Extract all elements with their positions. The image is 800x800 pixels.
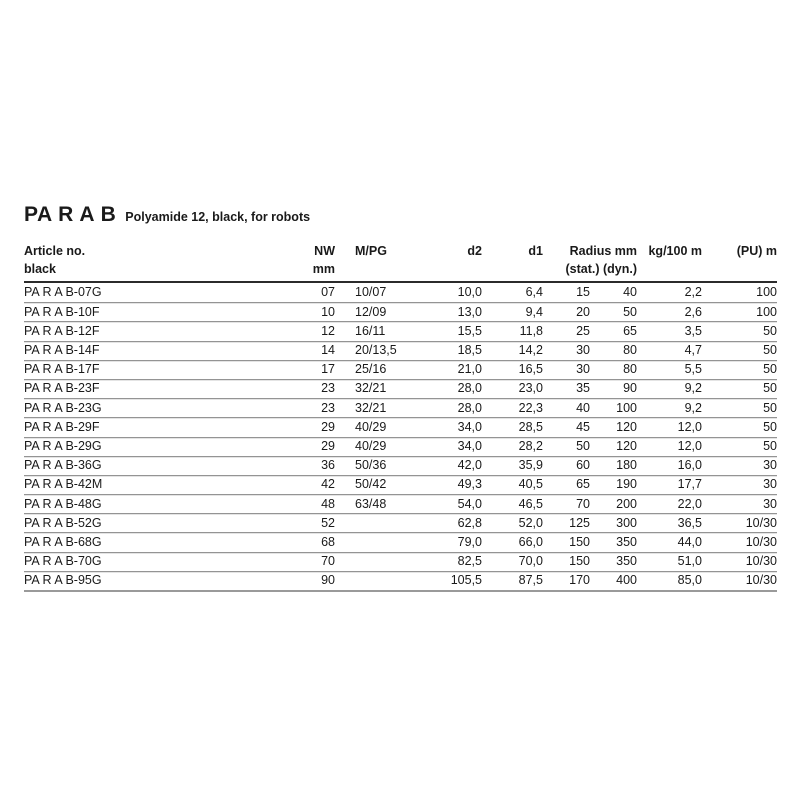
d1-cell: 6,4 <box>525 285 543 299</box>
radius-dyn-cell: 65 <box>623 323 637 338</box>
catalog-page <box>24 203 777 592</box>
nw-cell: 48 <box>321 496 335 511</box>
table-body <box>24 283 777 592</box>
article-cell: PA R A B-70G <box>24 554 102 569</box>
table-row <box>24 571 777 590</box>
radius-stat-cell: 60 <box>576 458 590 473</box>
d1-cell: 35,9 <box>518 458 543 473</box>
table-row <box>24 341 777 360</box>
header-article-line2: black <box>24 262 56 276</box>
kg-cell: 4,7 <box>684 343 702 358</box>
table-row <box>24 475 777 494</box>
radius-stat-cell: 125 <box>569 515 590 530</box>
table-row <box>24 417 777 436</box>
nw-cell: 29 <box>321 419 335 434</box>
pu-cell: 50 <box>763 381 777 396</box>
article-cell: PA R A B-07G <box>24 285 102 299</box>
nw-cell: 36 <box>321 458 335 473</box>
pu-cell: 50 <box>763 419 777 434</box>
article-cell: PA R A B-95G <box>24 573 102 588</box>
radius-stat-cell: 30 <box>576 343 590 358</box>
mpg-cell: 63/48 <box>355 496 387 511</box>
d2-cell: 34,0 <box>457 439 482 453</box>
header-article <box>24 242 310 278</box>
pu-cell: 50 <box>763 362 777 377</box>
radius-dyn-cell: 350 <box>616 534 637 549</box>
radius-dyn-cell: 120 <box>616 419 637 434</box>
d2-cell: 82,5 <box>457 554 482 569</box>
d1-cell: 16,5 <box>518 362 543 377</box>
kg-cell: 44,0 <box>677 534 702 549</box>
d1-cell: 11,8 <box>519 323 543 338</box>
mpg-cell: 10/07 <box>355 285 387 299</box>
table-row <box>24 513 777 532</box>
kg-cell: 9,2 <box>684 381 702 396</box>
d1-cell: 28,2 <box>518 439 543 453</box>
nw-cell: 70 <box>321 554 335 569</box>
table-header-row <box>24 242 777 283</box>
d1-cell: 70,0 <box>518 554 543 569</box>
nw-cell: 14 <box>321 343 335 358</box>
radius-stat-cell: 150 <box>569 534 590 549</box>
header-nw-line2: mm <box>312 262 335 276</box>
header-radius-line1: Radius mm <box>569 244 637 258</box>
mpg-cell: 12/09 <box>355 304 387 319</box>
title-block <box>24 203 777 227</box>
article-cell: PA R A B-23F <box>24 381 100 396</box>
radius-stat-cell: 70 <box>576 496 590 511</box>
d2-cell: 13,0 <box>457 304 482 319</box>
kg-cell: 36,5 <box>677 515 702 530</box>
article-cell: PA R A B-42M <box>24 477 103 492</box>
nw-cell: 23 <box>321 400 335 415</box>
mpg-cell: 32/21 <box>355 381 387 396</box>
nw-cell: 10 <box>321 304 335 319</box>
article-cell: PA R A B-23G <box>24 400 102 415</box>
radius-stat-cell: 50 <box>576 439 590 453</box>
article-cell: PA R A B-52G <box>24 515 102 530</box>
pu-cell: 100 <box>756 285 777 299</box>
radius-stat-cell: 20 <box>576 304 590 319</box>
header-nw-line1: NW <box>314 244 335 258</box>
d2-cell: 18,5 <box>457 343 482 358</box>
table-row <box>24 360 777 379</box>
mpg-cell: 32/21 <box>355 400 387 415</box>
radius-stat-cell: 35 <box>576 381 590 396</box>
table-row <box>24 321 777 340</box>
kg-cell: 2,6 <box>684 304 702 319</box>
radius-dyn-cell: 350 <box>616 554 637 569</box>
radius-dyn-cell: 40 <box>623 285 637 299</box>
nw-cell: 42 <box>321 477 335 492</box>
d2-cell: 62,8 <box>457 515 482 530</box>
header-article-line1: Article no. <box>24 244 86 258</box>
page-subtitle: Polyamide 12, black, for robots <box>125 210 311 224</box>
kg-cell: 5,5 <box>684 362 702 377</box>
kg-cell: 17,7 <box>677 477 702 492</box>
d2-cell: 28,0 <box>457 381 482 396</box>
pu-cell: 50 <box>763 400 777 415</box>
pu-cell: 100 <box>756 304 777 319</box>
page-title: PA R A B <box>24 203 117 226</box>
table-row <box>24 494 777 513</box>
article-cell: PA R A B-10F <box>24 304 100 319</box>
kg-cell: 12,0 <box>677 419 702 434</box>
d1-cell: 52,0 <box>518 515 543 530</box>
d2-cell: 21,0 <box>457 362 482 377</box>
article-cell: PA R A B-14F <box>24 343 100 358</box>
pu-cell: 10/30 <box>745 515 777 530</box>
radius-stat-cell: 30 <box>576 362 590 377</box>
pu-cell: 10/30 <box>745 573 777 588</box>
d2-cell: 15,5 <box>457 323 482 338</box>
d1-cell: 40,5 <box>518 477 543 492</box>
pu-cell: 50 <box>763 323 777 338</box>
mpg-cell: 50/36 <box>355 458 387 473</box>
radius-dyn-cell: 190 <box>616 477 637 492</box>
radius-stat-cell: 40 <box>576 400 590 415</box>
header-d2: d2 <box>467 244 482 258</box>
radius-dyn-cell: 400 <box>616 573 637 588</box>
d1-cell: 9,4 <box>525 304 543 319</box>
pu-cell: 30 <box>763 477 777 492</box>
d1-cell: 14,2 <box>518 343 543 358</box>
header-d1: d1 <box>528 244 543 258</box>
d2-cell: 42,0 <box>457 458 482 473</box>
radius-stat-cell: 65 <box>576 477 590 492</box>
nw-cell: 90 <box>321 573 335 588</box>
d1-cell: 87,5 <box>518 573 543 588</box>
kg-cell: 85,0 <box>677 573 702 588</box>
d2-cell: 28,0 <box>457 400 482 415</box>
article-cell: PA R A B-12F <box>24 323 100 338</box>
pu-cell: 10/30 <box>745 554 777 569</box>
radius-stat-cell: 170 <box>569 573 590 588</box>
header-nw <box>310 242 335 278</box>
mpg-cell: 20/13,5 <box>355 343 397 358</box>
table-row <box>24 302 777 321</box>
d2-cell: 49,3 <box>457 477 482 492</box>
table-row <box>24 456 777 475</box>
nw-cell: 68 <box>321 534 335 549</box>
radius-stat-cell: 25 <box>576 323 590 338</box>
table-row <box>24 532 777 551</box>
kg-cell: 2,2 <box>684 285 702 299</box>
d1-cell: 23,0 <box>518 381 543 396</box>
pu-cell: 30 <box>763 496 777 511</box>
kg-cell: 9,2 <box>684 400 702 415</box>
pu-cell: 30 <box>763 458 777 473</box>
product-table <box>24 242 777 592</box>
radius-dyn-cell: 180 <box>616 458 637 473</box>
header-pu: (PU) m <box>736 244 777 258</box>
header-mpg: M/PG <box>355 244 387 258</box>
mpg-cell: 40/29 <box>355 419 387 434</box>
article-cell: PA R A B-36G <box>24 458 102 473</box>
article-cell: PA R A B-68G <box>24 534 102 549</box>
d2-cell: 54,0 <box>457 496 482 511</box>
article-cell: PA R A B-29F <box>24 419 100 434</box>
nw-cell: 07 <box>321 285 335 299</box>
table-row <box>24 283 777 302</box>
table-row <box>24 398 777 417</box>
nw-cell: 17 <box>321 362 335 377</box>
radius-dyn-cell: 120 <box>616 439 637 453</box>
pu-cell: 10/30 <box>745 534 777 549</box>
mpg-cell: 16/11 <box>355 323 386 338</box>
radius-dyn-cell: 300 <box>616 515 637 530</box>
kg-cell: 22,0 <box>677 496 702 511</box>
radius-dyn-cell: 80 <box>623 343 637 358</box>
article-cell: PA R A B-17F <box>24 362 100 377</box>
kg-cell: 12,0 <box>677 439 702 453</box>
d2-cell: 79,0 <box>457 534 482 549</box>
radius-dyn-cell: 50 <box>623 304 637 319</box>
mpg-cell: 25/16 <box>355 362 387 377</box>
radius-dyn-cell: 90 <box>623 381 637 396</box>
d1-cell: 28,5 <box>518 419 543 434</box>
table-row <box>24 379 777 398</box>
radius-stat-cell: 150 <box>569 554 590 569</box>
mpg-cell: 40/29 <box>355 439 387 453</box>
d1-cell: 22,3 <box>518 400 543 415</box>
header-radius <box>543 242 637 278</box>
nw-cell: 29 <box>321 439 335 453</box>
radius-dyn-cell: 80 <box>623 362 637 377</box>
nw-cell: 23 <box>321 381 335 396</box>
d2-cell: 34,0 <box>457 419 482 434</box>
article-cell: PA R A B-48G <box>24 496 102 511</box>
mpg-cell: 50/42 <box>355 477 387 492</box>
header-kg-per-100m: kg/100 m <box>648 244 702 258</box>
pu-cell: 50 <box>763 343 777 358</box>
nw-cell: 52 <box>321 515 335 530</box>
d2-cell: 10,0 <box>457 285 482 299</box>
d2-cell: 105,5 <box>450 573 482 588</box>
kg-cell: 16,0 <box>677 458 702 473</box>
d1-cell: 46,5 <box>518 496 543 511</box>
pu-cell: 50 <box>763 439 777 453</box>
radius-stat-cell: 15 <box>576 285 590 299</box>
article-cell: PA R A B-29G <box>24 439 102 453</box>
d1-cell: 66,0 <box>518 534 543 549</box>
radius-dyn-cell: 200 <box>616 496 637 511</box>
radius-stat-cell: 45 <box>576 419 590 434</box>
kg-cell: 51,0 <box>677 554 702 569</box>
table-row <box>24 437 777 456</box>
radius-dyn-cell: 100 <box>616 400 637 415</box>
kg-cell: 3,5 <box>684 323 702 338</box>
header-radius-line2: (stat.) (dyn.) <box>565 262 637 276</box>
nw-cell: 12 <box>321 323 335 338</box>
table-row <box>24 552 777 571</box>
